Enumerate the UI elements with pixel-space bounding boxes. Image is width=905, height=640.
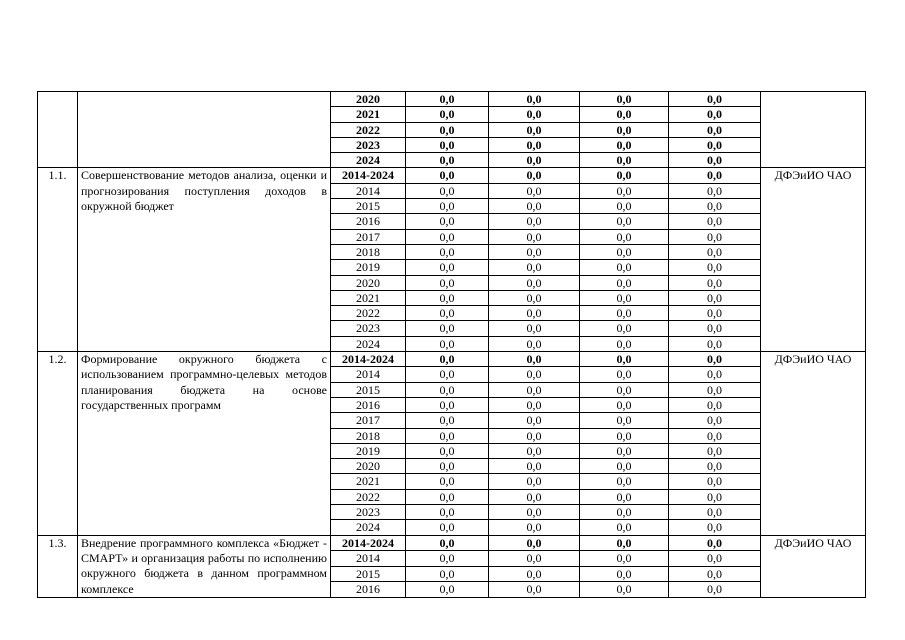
value-cell: 0,0 (669, 474, 761, 489)
value-cell: 0,0 (669, 443, 761, 458)
value-cell: 0,0 (489, 199, 580, 214)
value-cell: 0,0 (406, 92, 489, 107)
value-cell: 0,0 (669, 290, 761, 305)
value-cell: 0,0 (489, 489, 580, 504)
value-cell: 0,0 (406, 489, 489, 504)
value-cell: 0,0 (489, 520, 580, 535)
value-cell: 0,0 (580, 137, 669, 152)
value-cell: 0,0 (489, 137, 580, 152)
item-description: Внедрение программного комплекса «Бюджет - СМАРТ» и организация работы по исполнению окружного бюджета в данном программном комплексе (78, 535, 331, 597)
value-cell: 0,0 (406, 336, 489, 351)
value-cell: 0,0 (669, 566, 761, 582)
value-cell: 0,0 (580, 290, 669, 305)
value-cell: 0,0 (669, 428, 761, 443)
value-cell: 0,0 (489, 397, 580, 412)
value-cell: 0,0 (669, 199, 761, 214)
value-cell: 0,0 (669, 92, 761, 107)
value-cell: 0,0 (580, 107, 669, 122)
year-cell: 2021 (331, 474, 406, 489)
value-cell: 0,0 (406, 566, 489, 582)
value-cell: 0,0 (669, 489, 761, 504)
value-cell: 0,0 (406, 290, 489, 305)
value-cell: 0,0 (489, 244, 580, 259)
value-cell: 0,0 (580, 428, 669, 443)
value-cell: 0,0 (669, 397, 761, 412)
value-cell: 0,0 (406, 122, 489, 137)
value-cell: 0,0 (489, 459, 580, 474)
year-cell: 2015 (331, 382, 406, 397)
value-cell: 0,0 (580, 336, 669, 351)
value-cell: 0,0 (669, 183, 761, 198)
value-cell: 0,0 (489, 428, 580, 443)
value-cell: 0,0 (406, 321, 489, 336)
value-cell: 0,0 (580, 153, 669, 168)
value-cell: 0,0 (580, 321, 669, 336)
year-cell: 2020 (331, 459, 406, 474)
value-cell: 0,0 (669, 107, 761, 122)
year-cell: 2020 (331, 92, 406, 107)
year-cell: 2024 (331, 153, 406, 168)
year-cell: 2014-2024 (331, 535, 406, 551)
value-cell: 0,0 (580, 474, 669, 489)
value-cell: 0,0 (406, 352, 489, 367)
year-cell: 2018 (331, 244, 406, 259)
value-cell: 0,0 (406, 582, 489, 598)
value-cell: 0,0 (489, 336, 580, 351)
value-cell: 0,0 (580, 122, 669, 137)
value-cell: 0,0 (669, 168, 761, 183)
value-cell: 0,0 (580, 382, 669, 397)
year-cell: 2015 (331, 199, 406, 214)
value-cell: 0,0 (489, 183, 580, 198)
year-cell: 2018 (331, 428, 406, 443)
item-number (38, 92, 78, 168)
year-cell: 2023 (331, 321, 406, 336)
value-cell: 0,0 (406, 505, 489, 520)
value-cell: 0,0 (406, 275, 489, 290)
value-cell: 0,0 (489, 551, 580, 567)
item-description: Формирование окружного бюджета с использованием программно-целевых методов планирования бюджета на основе государственных программ (78, 352, 331, 536)
value-cell: 0,0 (580, 413, 669, 428)
value-cell: 0,0 (580, 244, 669, 259)
value-cell: 0,0 (669, 459, 761, 474)
value-cell: 0,0 (489, 352, 580, 367)
year-cell: 2014 (331, 183, 406, 198)
value-cell: 0,0 (580, 92, 669, 107)
value-cell: 0,0 (669, 321, 761, 336)
budget-table-body (38, 92, 866, 598)
value-cell: 0,0 (489, 290, 580, 305)
value-cell: 0,0 (489, 107, 580, 122)
value-cell: 0,0 (669, 244, 761, 259)
item-number: 1.3. (38, 535, 78, 597)
year-cell: 2016 (331, 397, 406, 412)
value-cell: 0,0 (669, 306, 761, 321)
value-cell: 0,0 (489, 535, 580, 551)
value-cell: 0,0 (406, 413, 489, 428)
value-cell: 0,0 (489, 321, 580, 336)
year-cell: 2019 (331, 260, 406, 275)
year-cell: 2016 (331, 582, 406, 598)
value-cell: 0,0 (669, 582, 761, 598)
responsible-executor: ДФЭиИО ЧАО (761, 352, 866, 536)
value-cell: 0,0 (489, 505, 580, 520)
year-cell: 2023 (331, 505, 406, 520)
value-cell: 0,0 (406, 244, 489, 259)
value-cell: 0,0 (669, 551, 761, 567)
value-cell: 0,0 (489, 275, 580, 290)
value-cell: 0,0 (580, 489, 669, 504)
table-row (38, 92, 866, 107)
value-cell: 0,0 (669, 535, 761, 551)
value-cell: 0,0 (580, 367, 669, 382)
year-cell: 2014 (331, 367, 406, 382)
year-cell: 2021 (331, 290, 406, 305)
year-cell: 2022 (331, 489, 406, 504)
year-cell: 2017 (331, 229, 406, 244)
item-description (78, 92, 331, 168)
value-cell: 0,0 (580, 535, 669, 551)
budget-table (37, 91, 866, 598)
value-cell: 0,0 (489, 92, 580, 107)
responsible-executor: ДФЭиИО ЧАО (761, 168, 866, 352)
year-cell: 2014 (331, 551, 406, 567)
value-cell: 0,0 (580, 397, 669, 412)
value-cell: 0,0 (580, 306, 669, 321)
value-cell: 0,0 (669, 153, 761, 168)
value-cell: 0,0 (406, 474, 489, 489)
value-cell: 0,0 (580, 199, 669, 214)
value-cell: 0,0 (489, 153, 580, 168)
year-cell: 2019 (331, 443, 406, 458)
value-cell: 0,0 (580, 260, 669, 275)
value-cell: 0,0 (669, 122, 761, 137)
value-cell: 0,0 (580, 551, 669, 567)
value-cell: 0,0 (669, 352, 761, 367)
value-cell: 0,0 (489, 443, 580, 458)
value-cell: 0,0 (489, 367, 580, 382)
table-row (38, 352, 866, 367)
year-cell: 2022 (331, 122, 406, 137)
value-cell: 0,0 (406, 306, 489, 321)
value-cell: 0,0 (489, 474, 580, 489)
value-cell: 0,0 (669, 520, 761, 535)
value-cell: 0,0 (669, 336, 761, 351)
value-cell: 0,0 (580, 582, 669, 598)
value-cell: 0,0 (406, 137, 489, 152)
year-cell: 2017 (331, 413, 406, 428)
value-cell: 0,0 (669, 382, 761, 397)
value-cell: 0,0 (580, 443, 669, 458)
value-cell: 0,0 (406, 443, 489, 458)
value-cell: 0,0 (489, 260, 580, 275)
responsible-executor: ДФЭиИО ЧАО (761, 535, 866, 597)
value-cell: 0,0 (580, 459, 669, 474)
value-cell: 0,0 (406, 428, 489, 443)
year-cell: 2024 (331, 520, 406, 535)
value-cell: 0,0 (406, 397, 489, 412)
value-cell: 0,0 (406, 367, 489, 382)
year-cell: 2023 (331, 137, 406, 152)
value-cell: 0,0 (580, 566, 669, 582)
value-cell: 0,0 (669, 275, 761, 290)
value-cell: 0,0 (406, 107, 489, 122)
value-cell: 0,0 (406, 260, 489, 275)
year-cell: 2020 (331, 275, 406, 290)
value-cell: 0,0 (580, 275, 669, 290)
item-number: 1.1. (38, 168, 78, 352)
value-cell: 0,0 (489, 168, 580, 183)
value-cell: 0,0 (406, 199, 489, 214)
year-cell: 2016 (331, 214, 406, 229)
value-cell: 0,0 (406, 183, 489, 198)
item-description: Совершенствование методов анализа, оценки и прогнозирования поступления доходов в окружной бюджет (78, 168, 331, 352)
value-cell: 0,0 (669, 229, 761, 244)
value-cell: 0,0 (406, 153, 489, 168)
value-cell: 0,0 (489, 566, 580, 582)
value-cell: 0,0 (489, 122, 580, 137)
table-row (38, 535, 866, 551)
year-cell: 2014-2024 (331, 168, 406, 183)
value-cell: 0,0 (669, 260, 761, 275)
value-cell: 0,0 (406, 535, 489, 551)
value-cell: 0,0 (669, 367, 761, 382)
value-cell: 0,0 (580, 183, 669, 198)
value-cell: 0,0 (580, 352, 669, 367)
value-cell: 0,0 (489, 306, 580, 321)
year-cell: 2014-2024 (331, 352, 406, 367)
value-cell: 0,0 (406, 229, 489, 244)
year-cell: 2024 (331, 336, 406, 351)
year-cell: 2022 (331, 306, 406, 321)
table-row (38, 168, 866, 183)
value-cell: 0,0 (580, 229, 669, 244)
value-cell: 0,0 (580, 505, 669, 520)
value-cell: 0,0 (406, 214, 489, 229)
year-cell: 2021 (331, 107, 406, 122)
value-cell: 0,0 (406, 459, 489, 474)
year-cell: 2015 (331, 566, 406, 582)
value-cell: 0,0 (669, 214, 761, 229)
value-cell: 0,0 (669, 137, 761, 152)
value-cell: 0,0 (406, 551, 489, 567)
value-cell: 0,0 (489, 413, 580, 428)
value-cell: 0,0 (406, 520, 489, 535)
item-number: 1.2. (38, 352, 78, 536)
value-cell: 0,0 (580, 214, 669, 229)
value-cell: 0,0 (489, 229, 580, 244)
value-cell: 0,0 (669, 413, 761, 428)
value-cell: 0,0 (580, 520, 669, 535)
value-cell: 0,0 (669, 505, 761, 520)
value-cell: 0,0 (406, 382, 489, 397)
value-cell: 0,0 (406, 168, 489, 183)
value-cell: 0,0 (489, 582, 580, 598)
value-cell: 0,0 (489, 382, 580, 397)
responsible-executor (761, 92, 866, 168)
value-cell: 0,0 (489, 214, 580, 229)
value-cell: 0,0 (580, 168, 669, 183)
